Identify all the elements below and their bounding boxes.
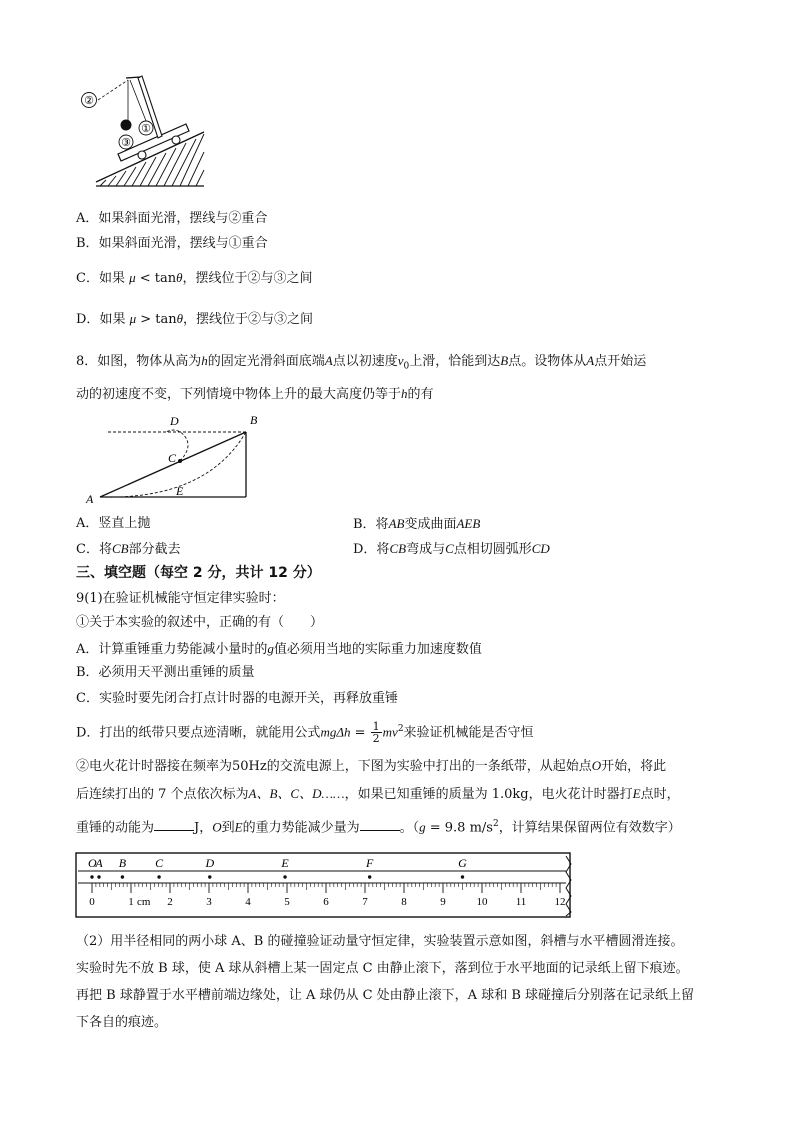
answer-blank-potential[interactable]	[360, 818, 400, 831]
ruler-tick-label: 4	[245, 896, 251, 908]
tape-point	[97, 875, 100, 878]
q9-subq1-stem: ①关于本实验的叙述中，正确的有（ ）	[76, 615, 324, 630]
fig-point-c: C	[168, 451, 177, 465]
ruler-tick-label: 12	[554, 896, 566, 908]
q8-option-a: A．竖直上抛	[76, 516, 151, 531]
q9-option-a: A．计算重锤重力势能减小量时的g值必须用当地的实际重力加速度数值	[76, 641, 482, 657]
tape-point-label: F	[366, 856, 374, 870]
tape-point	[90, 875, 93, 878]
q8-option-b: B．将AB变成曲面AEB	[353, 516, 481, 532]
q7-option-c: C．如果 μ < tanθ，摆线位于②与③之间	[76, 270, 313, 286]
q9-option-c: C．实验时要先闭合打点计时器的电源开关，再释放重锤	[76, 691, 398, 706]
fig-point-a: A	[86, 492, 94, 506]
ruler-tick-label: 10	[476, 896, 488, 908]
ruler-tick-label: 5	[284, 896, 290, 908]
q8-option-d: D．将CB弯成与C点相切圆弧形CD	[353, 541, 550, 557]
fig-label-2: ②	[84, 95, 94, 107]
ruler-tick-label: 7	[362, 896, 368, 908]
fig-label-1: ①	[141, 123, 151, 135]
q7-option-d: D．如果 μ > tanθ，摆线位于②与③之间	[76, 311, 314, 327]
q9-subq2-line-3: 重锤的动能为 J，O到E的重力势能减少量为 。（g = 9.8 $m/s^2$，计算结果保留两位有效数字）	[76, 819, 681, 836]
tape-point	[461, 875, 464, 878]
ruler-tick-label: 1	[128, 896, 134, 908]
tape-point-label: D	[205, 856, 215, 870]
q9-part2-line-4: 下各自的痕迹。	[76, 1015, 168, 1030]
q8-option-c: C．将CB部分截去	[76, 541, 181, 557]
q7-pendulum-figure	[76, 70, 216, 195]
q9-part2-line-2: 实验时先不放 B 球，使 A 球从斜槽上某一固定点 C 由静止滚下，落到位于水平地面的记录纸上留下痕迹。	[76, 961, 689, 976]
ruler-tick-label: 9	[440, 896, 446, 908]
tape-point-label: B	[118, 856, 127, 870]
q7-option-b: B．如果斜面光滑，摆线与①重合	[76, 236, 268, 251]
ruler-tick-label: 8	[401, 896, 407, 908]
ruler-unit: cm	[137, 896, 151, 908]
fig-point-e: E	[176, 484, 184, 498]
ruler-tick-label: 3	[206, 896, 212, 908]
q8-stem-line-1: 8．如图，物体从高为h的固定光滑斜面底端A点以初速度$v_0$上滑，恰能到达B点。设物体从A点开始运	[76, 353, 647, 372]
tape-point-label: O	[88, 856, 97, 870]
q8-incline-figure	[76, 410, 276, 506]
tape-point	[157, 875, 160, 878]
tape-point	[283, 875, 286, 878]
fig-point-b: B	[250, 413, 258, 427]
fig-label-3: ③	[121, 137, 131, 149]
q9-subq2-line-1: ②电火花计时器接在频率为50Hz的交流电源上，下图为实验中打出的一条纸带，从起始点O开始，将此	[76, 758, 667, 774]
q9-option-b: B．必须用天平测出重锤的质量	[76, 665, 255, 680]
tape-point	[121, 875, 124, 878]
q8-stem-line-2: 动的初速度不变，下列情境中物体上升的最大高度仍等于h的有	[76, 386, 434, 402]
tape-point-label: A	[95, 856, 103, 870]
answer-blank-kinetic[interactable]	[154, 818, 194, 831]
ruler-tick-label: 0	[89, 896, 95, 908]
tape-point	[368, 875, 371, 878]
q9-part1-intro: 9(1)在验证机械能守恒定律实验时：	[76, 591, 285, 606]
q9-option-d: D．打出的纸带只要点迹清晰，就能用公式mgΔh = $\frac{1}{2}$ $mv^2$来验证机械能是否守恒	[76, 720, 534, 746]
tape-point	[208, 875, 211, 878]
tape-point-label: C	[155, 856, 164, 870]
q9-subq2-line-2: 后连续打出的 7 个点依次标为A、B、C、D……，如果已知重锤的质量为 1.0kg，电火花计时器打E点时，	[76, 786, 680, 802]
ruler-tick-label: 2	[167, 896, 173, 908]
q7-option-a: A．如果斜面光滑，摆线与②重合	[76, 211, 268, 226]
q9-part2-line-3: 再把 B 球静置于水平槽前端边缘处，让 A 球仍从 C 处由静止滚下，A 球和 B 球碰撞后分别落在记录纸上留	[76, 988, 695, 1003]
section-3-title: 三、填空题（每空 2 分，共计 12 分）	[76, 565, 321, 581]
ruler-tick-label: 11	[515, 896, 527, 908]
q9-part2-line-1: （2）用半径相同的两小球 A、B 的碰撞验证动量守恒定律，实验装置示意如图，斜槽与水平槽圆滑连接。	[76, 934, 684, 949]
ruler-tick-label: 6	[323, 896, 329, 908]
tape-point-label: E	[281, 856, 289, 870]
fig-point-d: D	[170, 414, 179, 428]
paper-tape-ruler	[74, 850, 580, 920]
tape-point-label: G	[458, 856, 467, 870]
